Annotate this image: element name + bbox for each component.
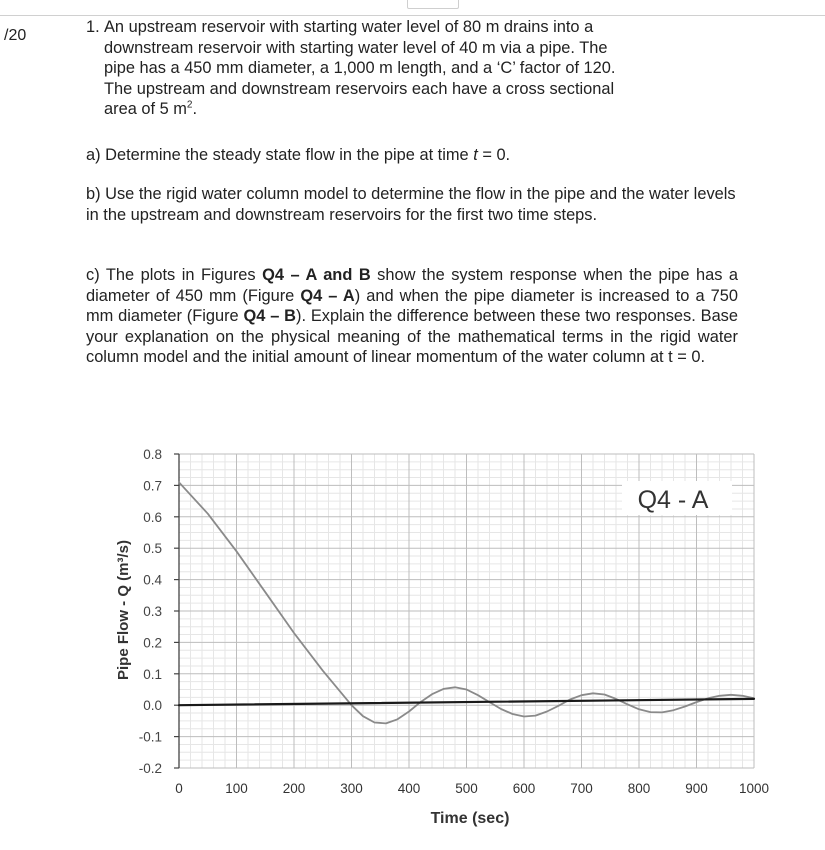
chart-title: Q4 - A (637, 486, 709, 514)
part-a-text: a) Determine the steady state flow in the pipe at time t = 0. (86, 146, 511, 164)
part-b-text: b) Use the rigid water column model to determine the flow in the pipe and the water levels in the upstream and downstream reservoirs for the first two time steps. (86, 185, 736, 224)
y-tick-label: 0.0 (143, 698, 162, 714)
x-tick-label: 100 (225, 781, 248, 796)
x-tick-label: 500 (455, 781, 478, 796)
x-tick-label: 800 (627, 781, 651, 796)
y-tick-label: 0.4 (143, 572, 162, 588)
y-tick-label: 0.1 (143, 666, 162, 682)
chart-xlabel: Time (sec) (430, 810, 510, 827)
y-tick-label: -0.2 (138, 761, 162, 776)
y-tick-label: 0.5 (143, 541, 162, 557)
part-c-text: c) The plots in Figures Q4 – A and B show the system response when the pipe has a diameter of 450 mm (Figure Q4 – A) and when the pipe diameter is increased to a 750 mm diameter (Figure Q4 – B). Explain the difference between these two responses. Base your explanation on the physical meaning of the mathematical terms in the rigid water column model and the initial amount of linear momentum of the water column at t = 0. (86, 266, 739, 367)
question-line-4: The upstream and downstream reservoirs each have a cross sectional (104, 79, 615, 98)
y-tick-label: 0.8 (143, 447, 162, 462)
question-line-5: area of 5 $m^2$. (104, 99, 198, 119)
x-tick-label: 700 (570, 781, 593, 796)
x-tick-label: 400 (397, 781, 421, 796)
question-line-3: pipe has a 450 mm diameter, a 1,000 m length, and a ‘C’ factor of 120. (104, 59, 616, 78)
x-tick-label: 1000 (738, 781, 770, 796)
chart-title-group (622, 481, 732, 515)
chart-x-tick-labels (175, 781, 769, 796)
x-tick-label: 300 (340, 781, 363, 796)
marks-label: /20 (4, 27, 27, 44)
y-tick-label: -0.1 (138, 729, 162, 745)
y-tick-label: 0.7 (143, 478, 162, 494)
question-number: 1. (86, 18, 100, 36)
question-line-2: downstream reservoir with starting water level of 40 m via a pipe. The (104, 38, 608, 57)
chart-y-tick-labels (139, 447, 163, 776)
x-tick-label: 600 (512, 781, 536, 796)
y-tick-label: 0.3 (143, 604, 162, 619)
y-tick-label: 0.2 (143, 635, 162, 651)
chart-ylabel: Pipe Flow - Q (m³/s) (115, 539, 132, 681)
question-line-1: An upstream reservoir with starting water level of 80 m drains into a (104, 18, 594, 36)
chart-axis (174, 454, 179, 768)
x-tick-label: 0 (175, 781, 183, 796)
x-tick-label: 200 (282, 781, 306, 796)
y-tick-label: 0.6 (143, 509, 162, 525)
x-tick-label: 900 (685, 781, 708, 796)
